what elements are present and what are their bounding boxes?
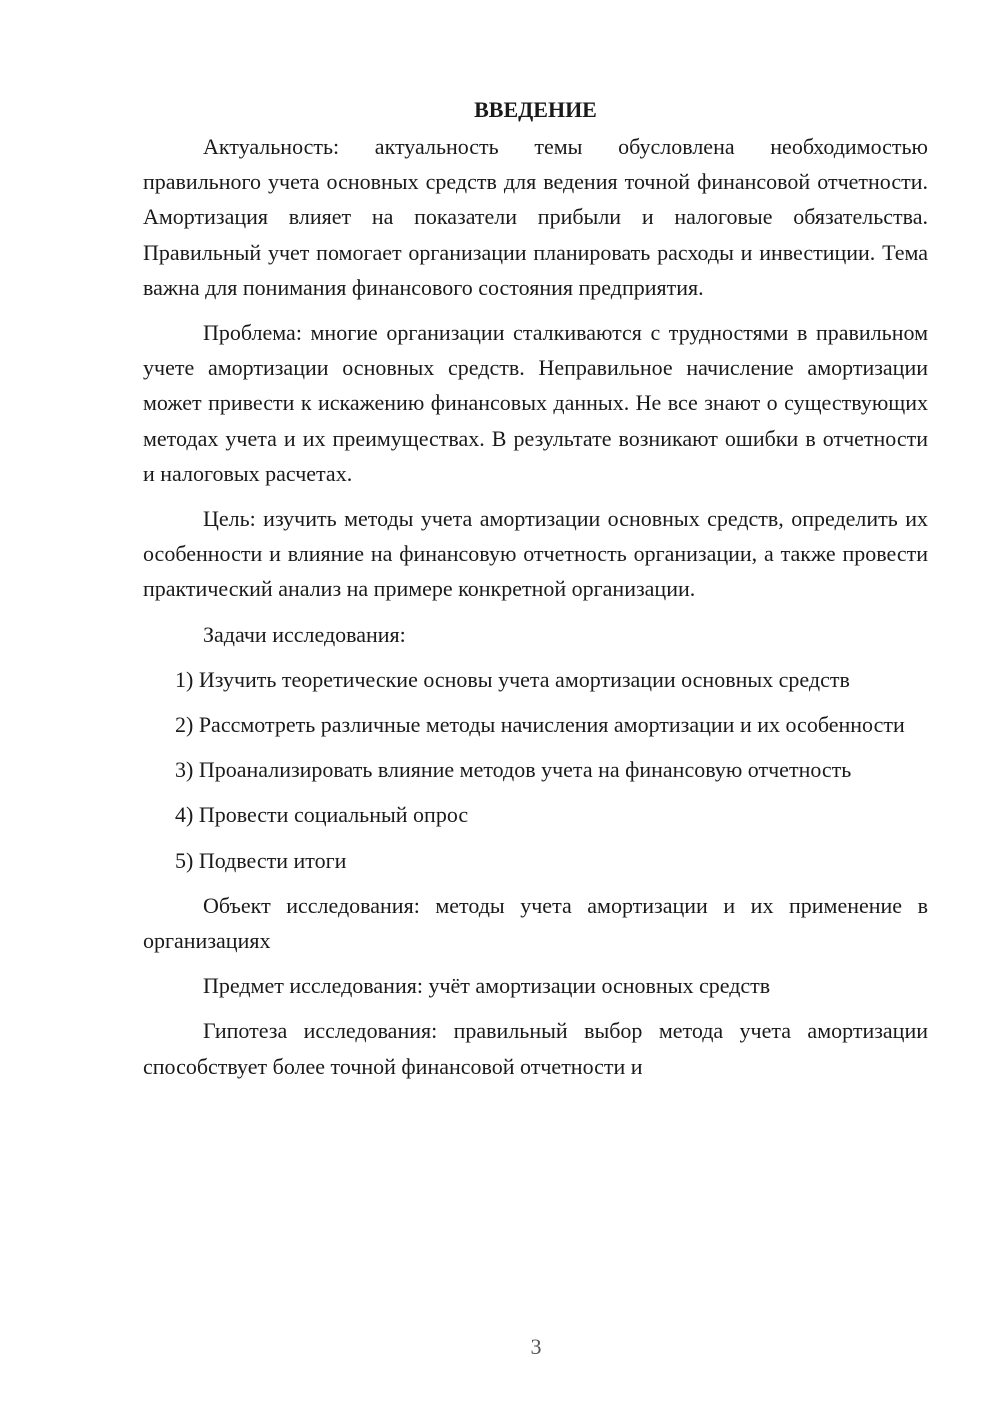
tasks-heading: Задачи исследования:	[203, 621, 406, 647]
page-content	[143, 92, 928, 1094]
list-item-task-3: 3) Проанализировать влияние методов учета на финансовую отчетность	[175, 757, 852, 783]
paragraph-problem: Проблема: многие организации сталкиваются с трудностями в правильном учете амортизации основных средств. Неправильное начисление амортизации может привести к искажению финансовых данных. Не все знают о существующих методах учета и их преимуществах. В результате возникают ошибки в отчетности и налоговых расчетах.	[143, 320, 928, 486]
page-number: 3	[530, 1334, 542, 1359]
paragraph-object: Объект исследования: методы учета амортизации и их применение в организациях	[143, 892, 928, 954]
paragraph-subject: Предмет исследования: учёт амортизации основных средств	[203, 973, 771, 999]
list-item-task-4: 4) Провести социальный опрос	[175, 802, 469, 828]
list-item-task-1: 1) Изучить теоретические основы учета амортизации основных средств	[175, 666, 850, 692]
paragraph-hypothesis: Гипотеза исследования: правильный выбор метода учета амортизации способствует более точной финансовой отчетности и	[143, 1018, 928, 1079]
tasks-list	[143, 662, 928, 878]
paragraph-goal: Цель: изучить методы учета амортизации основных средств, определить их особенности и влияние на финансовую отчетность организации, а также провести практический анализ на примере конкретной организации.	[143, 506, 928, 602]
section-title: ВВЕДЕНИЕ	[474, 97, 597, 122]
paragraph-relevance: Актуальность: актуальность темы обусловлена необходимостью правильного учета основных средств для ведения точной финансовой отчетности. Амортизация влияет на показатели прибыли и налоговые обязательства. Правильный учет помогает организации планировать расходы и инвестиции. Тема важна для понимания финансового состояния предприятия.	[143, 134, 928, 300]
list-item-task-2: 2) Рассмотреть различные методы начисления амортизации и их особенности	[175, 712, 905, 738]
list-item-task-5: 5) Подвести итоги	[175, 847, 347, 873]
